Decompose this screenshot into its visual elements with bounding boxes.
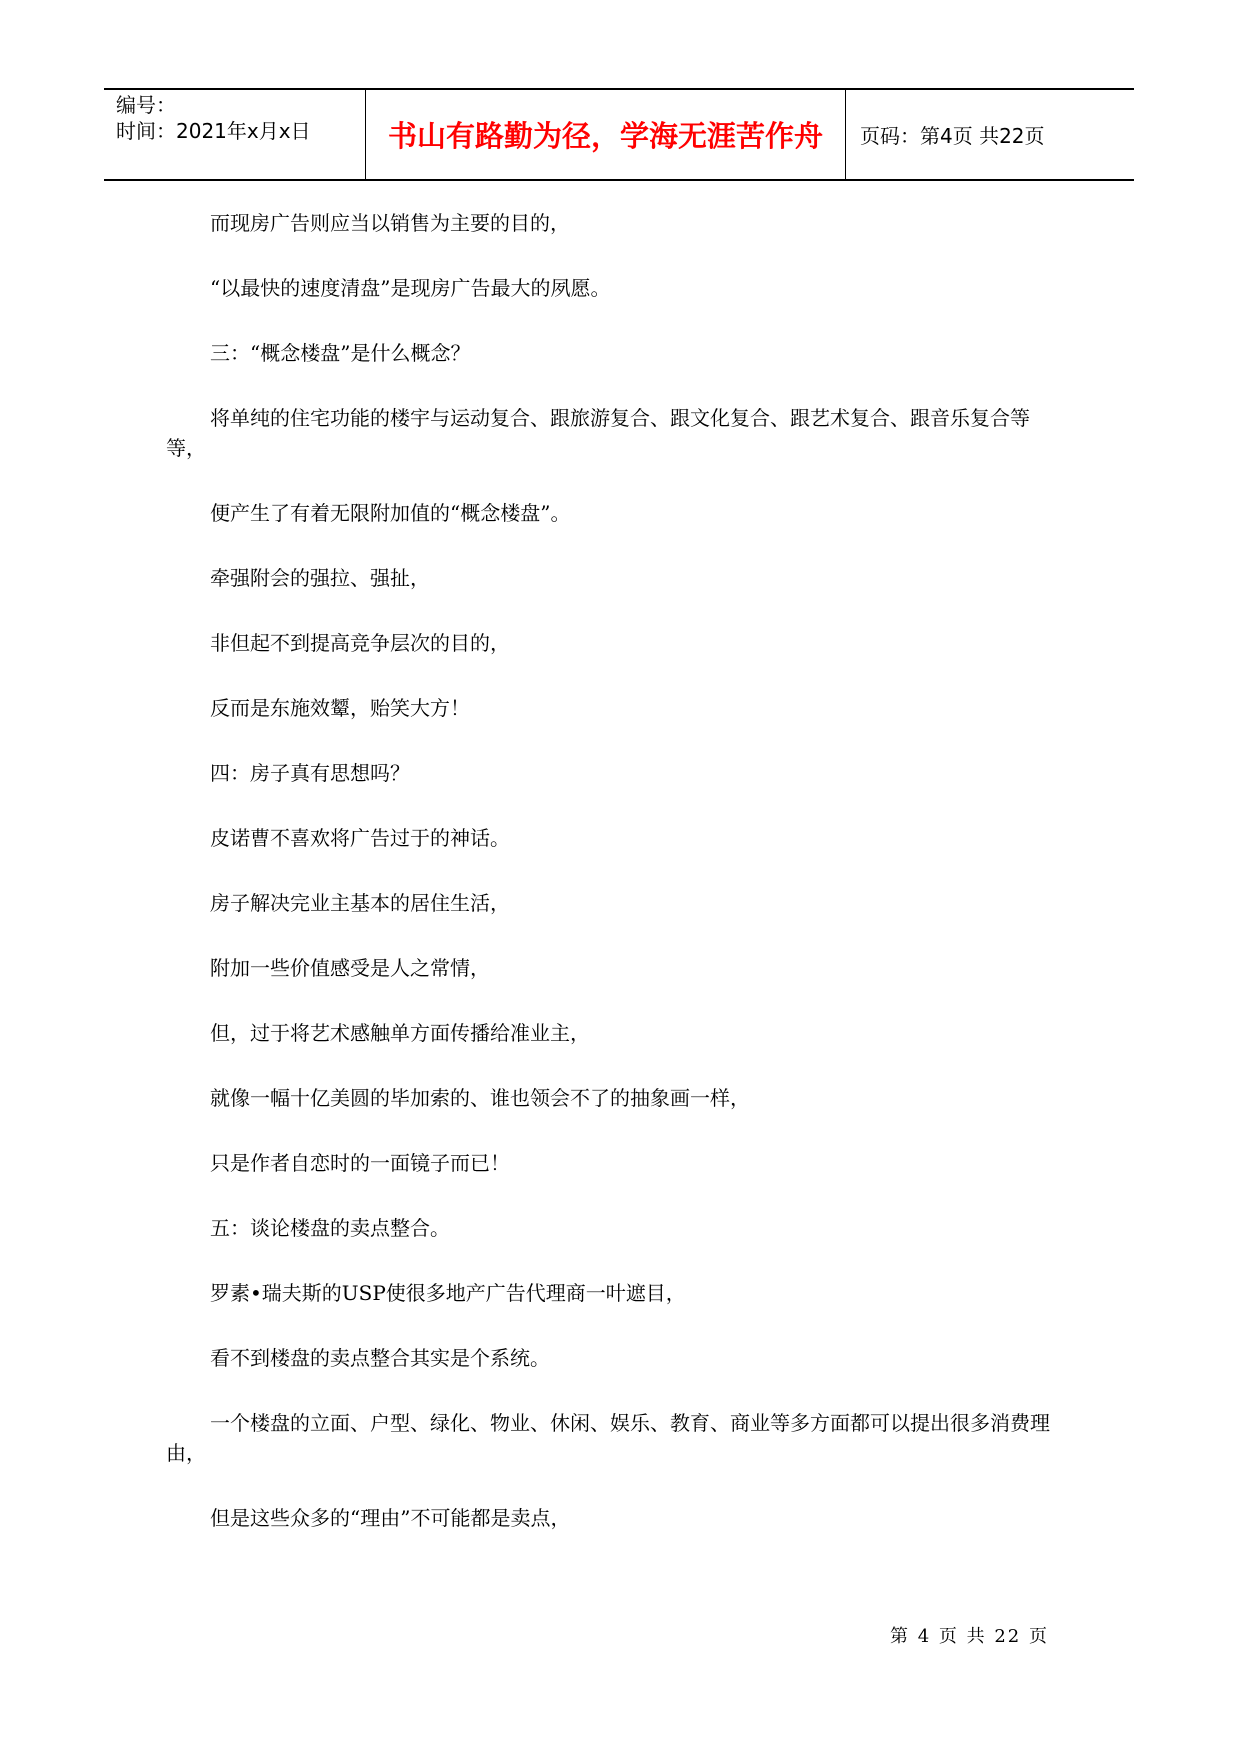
document-time-label: 时间：2021年x月x日 — [116, 119, 311, 143]
page-header — [104, 88, 1134, 181]
section-heading: 五：谈论楼盘的卖点整合。 — [210, 1216, 450, 1240]
header-meta — [104, 90, 366, 179]
document-number-label: 编号： — [116, 93, 176, 117]
paragraph: 附加一些价值感受是人之常情， — [210, 956, 490, 980]
paragraph: 而现房广告则应当以销售为主要的目的， — [210, 211, 570, 235]
paragraph: 罗素•瑞夫斯的USP使很多地产广告代理商一叶遮目， — [210, 1281, 686, 1305]
paragraph: 非但起不到提高竞争层次的目的， — [210, 631, 510, 655]
document-body — [166, 208, 1060, 1568]
paragraph: “以最快的速度清盘”是现房广告最大的夙愿。 — [210, 276, 611, 300]
header-motto: 书山有路勤为径，学海无涯苦作舟 — [366, 90, 846, 179]
paragraph: 看不到楼盘的卖点整合其实是个系统。 — [210, 1346, 550, 1370]
paragraph: 一个楼盘的立面、户型、绿化、物业、休闲、娱乐、教育、商业等多方面都可以提出很多消费理由， — [166, 1411, 1050, 1465]
paragraph: 牵强附会的强拉、强扯， — [210, 566, 430, 590]
section-heading: 三：“概念楼盘”是什么概念？ — [210, 341, 471, 365]
paragraph: 反而是东施效颦，贻笑大方！ — [210, 696, 470, 720]
paragraph: 皮诺曹不喜欢将广告过于的神话。 — [210, 826, 510, 850]
section-heading: 四：房子真有思想吗？ — [210, 761, 410, 785]
paragraph: 就像一幅十亿美圆的毕加索的、谁也领会不了的抽象画一样， — [210, 1086, 750, 1110]
paragraph: 将单纯的住宅功能的楼宇与运动复合、跟旅游复合、跟文化复合、跟艺术复合、跟音乐复合等等， — [166, 406, 1030, 460]
paragraph: 但，过于将艺术感触单方面传播给准业主， — [210, 1021, 590, 1045]
page-footer: 第 4 页 共 22 页 — [890, 1626, 1049, 1647]
paragraph: 便产生了有着无限附加值的“概念楼盘”。 — [210, 501, 571, 525]
paragraph: 只是作者自恋时的一面镜子而已！ — [210, 1151, 510, 1175]
paragraph: 但是这些众多的“理由”不可能都是卖点， — [210, 1506, 571, 1530]
header-page-info: 页码：第4页 共22页 — [860, 124, 1045, 148]
paragraph: 房子解决完业主基本的居住生活， — [210, 891, 510, 915]
